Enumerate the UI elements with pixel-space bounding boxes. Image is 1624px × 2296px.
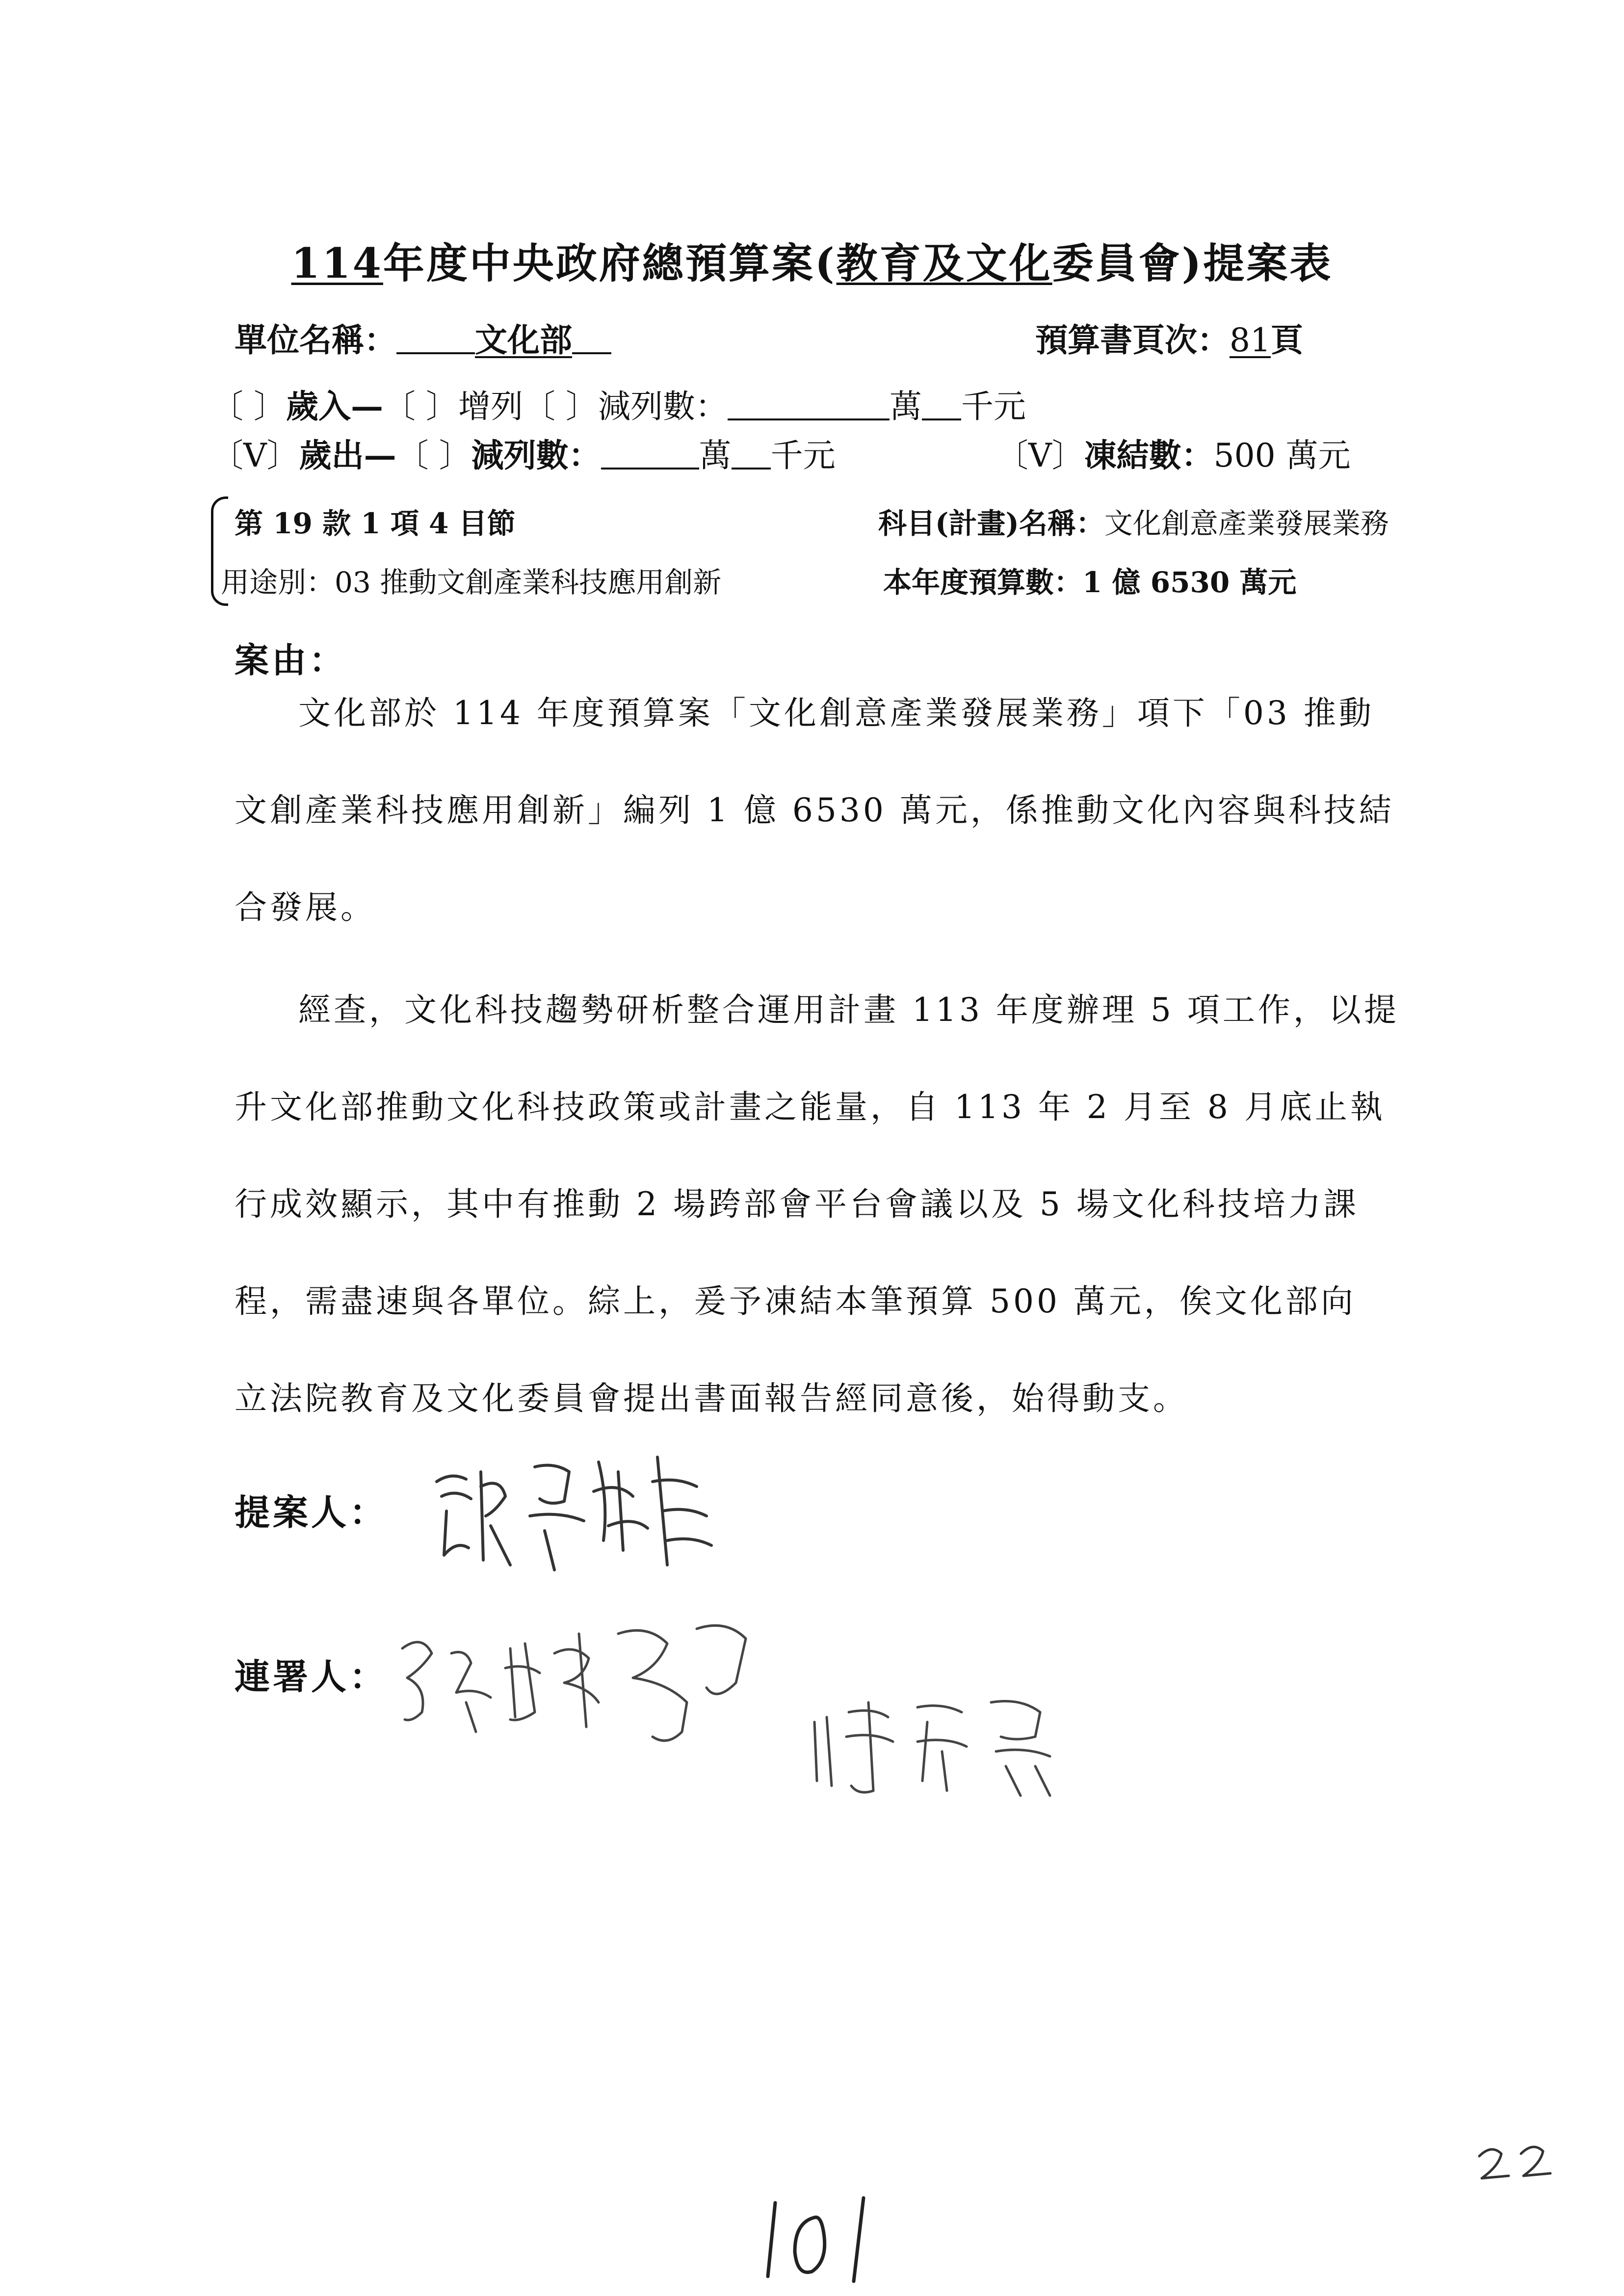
item-budget <box>883 559 1296 600</box>
item-subject-label: 科目(計畫)名稱： <box>878 507 1104 540</box>
cosigner-signature-2-text: 陳秀寶 <box>805 1675 829 1685</box>
cosigner-signature-1 <box>393 1597 775 1751</box>
expense-dec-check: 〔 〕 <box>396 437 471 474</box>
budget-page-suffix: 頁 <box>1270 321 1303 359</box>
expense-wan: 萬 <box>699 437 732 474</box>
page-number-text: 101 <box>756 2186 771 2195</box>
expense-row <box>211 429 836 476</box>
revenue-inc-label: 增列 <box>458 388 523 425</box>
expense-wan-blank <box>601 435 699 470</box>
item-bracket-top <box>211 496 228 519</box>
reason-p1-line-2: 文創產業科技應用創新」編列 1 億 6530 萬元，係推動文化內容與科技結 <box>235 791 1394 829</box>
expense-qian-blank <box>732 435 771 470</box>
expense-qian: 千元 <box>770 437 836 474</box>
freeze-row <box>996 429 1351 476</box>
revenue-qian: 千元 <box>961 388 1026 425</box>
item-purpose-value: 03 推動文創產業科技應用創新 <box>335 566 722 599</box>
proposer-label: 提案人： <box>235 1491 388 1533</box>
reason-p1-line-1: 文化部於 114 年度預算案「文化創意產業發展業務」項下「03 推動 <box>298 694 1374 732</box>
item-bracket-mid <box>211 515 213 589</box>
cosigner-signature-1-text: 張廖萬堅 <box>393 1597 424 1606</box>
unit-blank-after <box>572 320 611 354</box>
item-budget-label: 本年度預算數： <box>883 566 1083 599</box>
reason-p1-line-3: 合發展。 <box>235 888 376 926</box>
unit-value: 文化部 <box>475 321 572 359</box>
reason-p2-line-5: 立法院教育及文化委員會提出書面報告經同意後，始得動支。 <box>235 1380 1188 1417</box>
budget-page-label: 預算書頁次： <box>1035 321 1230 359</box>
revenue-wan: 萬 <box>889 388 922 425</box>
corner-number <box>1472 2132 1565 2193</box>
item-budget-value: 1 億 6530 萬元 <box>1082 566 1297 599</box>
item-section: 第 19 款 1 項 4 目節 <box>235 507 516 540</box>
item-purpose-label: 用途別： <box>221 566 335 599</box>
freeze-check: 〔V〕 <box>996 437 1084 474</box>
unit-label: 單位名稱： <box>235 321 396 359</box>
page-number <box>756 2186 883 2286</box>
revenue-dec-label: 減列數： <box>598 388 728 425</box>
proposer-signature <box>422 1435 726 1585</box>
revenue-label: 歲入— <box>286 387 383 425</box>
reason-p2-line-3: 行成效顯示，其中有推動 2 場跨部會平台會議以及 5 場文化科技培力課 <box>235 1185 1359 1223</box>
page-title <box>0 231 1624 290</box>
cosigners-label: 連署人： <box>235 1656 388 1697</box>
revenue-qian-blank <box>922 386 961 420</box>
revenue-check: 〔 〕 <box>211 388 286 425</box>
revenue-dec-check: 〔 〕 <box>523 388 598 425</box>
budget-page-value: 81 <box>1230 321 1271 359</box>
proposer-signature-text: 郭昱晴 <box>422 1435 446 1444</box>
item-subject <box>878 500 1389 542</box>
budget-page-row <box>1035 314 1303 361</box>
corner-number-text: 22 <box>1472 2132 1482 2141</box>
reason-paragraph-2 <box>235 984 1437 1425</box>
title-committee: 教育及文化 <box>836 239 1052 287</box>
expense-check: 〔V〕 <box>211 437 299 474</box>
item-subject-value: 文化創意產業發展業務 <box>1104 507 1389 540</box>
reason-p2-line-2: 升文化部推動文化科技政策或計畫之能量，自 113 年 2 月至 8 月底止執 <box>235 1088 1386 1126</box>
item-purpose <box>221 559 721 600</box>
title-year: 114 <box>291 239 383 287</box>
revenue-wan-blank <box>728 386 890 420</box>
reason-p2-line-1: 經查，文化科技趨勢研析整合運用計畫 113 年度辦理 5 項工作，以提 <box>298 991 1399 1029</box>
freeze-label: 凍結數： <box>1084 436 1214 474</box>
expense-label: 歲出— <box>299 436 396 474</box>
reason-label: 案由： <box>235 640 346 680</box>
revenue-inc-check: 〔 〕 <box>383 388 458 425</box>
title-part1: 年度中央政府總預算案( <box>383 239 837 287</box>
unit-blank-before <box>396 320 475 354</box>
unit-row <box>235 314 611 361</box>
reason-p2-line-4: 程，需盡速與各單位。綜上，爰予凍結本筆預算 500 萬元，俟文化部向 <box>235 1282 1356 1320</box>
cosigner-signature-2 <box>805 1675 1079 1800</box>
title-part2: 委員會)提案表 <box>1052 239 1333 287</box>
expense-dec-label: 減列數： <box>471 436 601 474</box>
freeze-value: 500 萬元 <box>1213 437 1351 474</box>
revenue-row <box>211 380 1026 427</box>
reason-paragraph-1 <box>235 687 1437 932</box>
